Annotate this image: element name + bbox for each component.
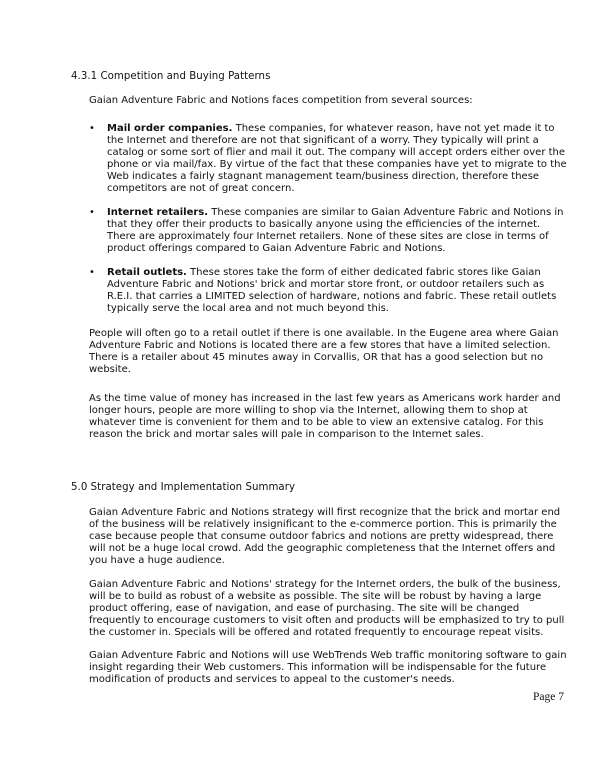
page-number: Page 7 xyxy=(533,691,564,703)
competitor-list-internet xyxy=(89,207,569,255)
competitor-list xyxy=(89,123,569,196)
section-heading-competition: 4.3.1 Competition and Buying Patterns xyxy=(71,71,271,82)
bullet-icon: • xyxy=(89,207,95,218)
competitor-term: Mail order companies. xyxy=(107,123,233,134)
competitor-item-mail-order xyxy=(89,123,569,196)
section-heading-strategy: 5.0 Strategy and Implementation Summary xyxy=(71,482,296,493)
competitor-list-retail xyxy=(89,267,569,315)
bullet-icon: • xyxy=(89,123,95,134)
competitor-description: These stores take the form of either dedicated fabric stores like Gaian Adventure Fabric and Notions' brick and mortar store front, or outdoor retailers such as R.E.I. that carries a LIMITED selection of hardware, notions and fabric. These retail outlets typically serve the local area and not much beyond this. xyxy=(107,267,557,315)
competitor-description: These companies are similar to Gaian Adventure Fabric and Notions in that they offer their products to basically anyone using the efficiencies of the internet. There are approximately four Internet retailers. None of these sites are close in terms of product offerings compared to Gaian Adventure Fabric and Notions. xyxy=(107,207,564,255)
competition-intro: Gaian Adventure Fabric and Notions faces competition from several sources: xyxy=(89,95,473,106)
competitor-term: Retail outlets. xyxy=(107,267,187,278)
bullet-icon: • xyxy=(89,267,95,278)
strategy-paragraph-2: Gaian Adventure Fabric and Notions' strategy for the Internet orders, the bulk of the business, will be to build as robust of a website as possible. The site will be robust by having a large product offering, ease of navigation, and ease of purchasing. The site will be changed frequently to encourage customers to visit often and products will be emphasized to try to pull the customer in. Specials will be offered and rotated frequently to encourage repeat visits. xyxy=(89,579,565,639)
competitor-term: Internet retailers. xyxy=(107,207,209,218)
time-value-paragraph: As the time value of money has increased in the last few years as Americans work harder and longer hours, people are more willing to shop via the Internet, allowing them to shop at whatever time is convenient for them and to be able to view an extensive catalog. For this reason the brick and mortar sales will pale in comparison to the Internet sales. xyxy=(89,393,561,441)
strategy-paragraph-1: Gaian Adventure Fabric and Notions strategy will first recognize that the brick and mortar end of the business will be relatively insignificant to the e-commerce portion. This is primarily the case because people that consume outdoor fabrics and notions are pretty widespread, there will not be a huge local crowd. Add the geographic completeness that the Internet offers and you have a huge audience. xyxy=(89,507,561,567)
competitor-item-internet xyxy=(89,207,569,255)
retail-outlet-paragraph: People will often go to a retail outlet if there is one available. In the Eugene area where Gaian Adventure Fabric and Notions is located there are a few stores that have a limited selection. There is a retailer about 45 minutes away in Corvallis, OR that has a good selection but no website. xyxy=(89,328,559,376)
strategy-paragraph-3: Gaian Adventure Fabric and Notions will use WebTrends Web traffic monitoring software to gain insight regarding their Web customers. This information will be indispensable for the future modification of products and services to appeal to the customer's needs. xyxy=(89,650,567,686)
competitor-item-retail xyxy=(89,267,569,315)
competitor-description: These companies, for whatever reason, have not yet made it to the Internet and therefore are not that significant of a worry. They typically will print a catalog or some sort of flier and mail it out. The company will accept orders either over the phone or via mail/fax. By virtue of the fact that these companies have yet to migrate to the Web indicates a fairly stagnant management team/business direction, therefore these competitors are not of great concern. xyxy=(107,123,567,195)
